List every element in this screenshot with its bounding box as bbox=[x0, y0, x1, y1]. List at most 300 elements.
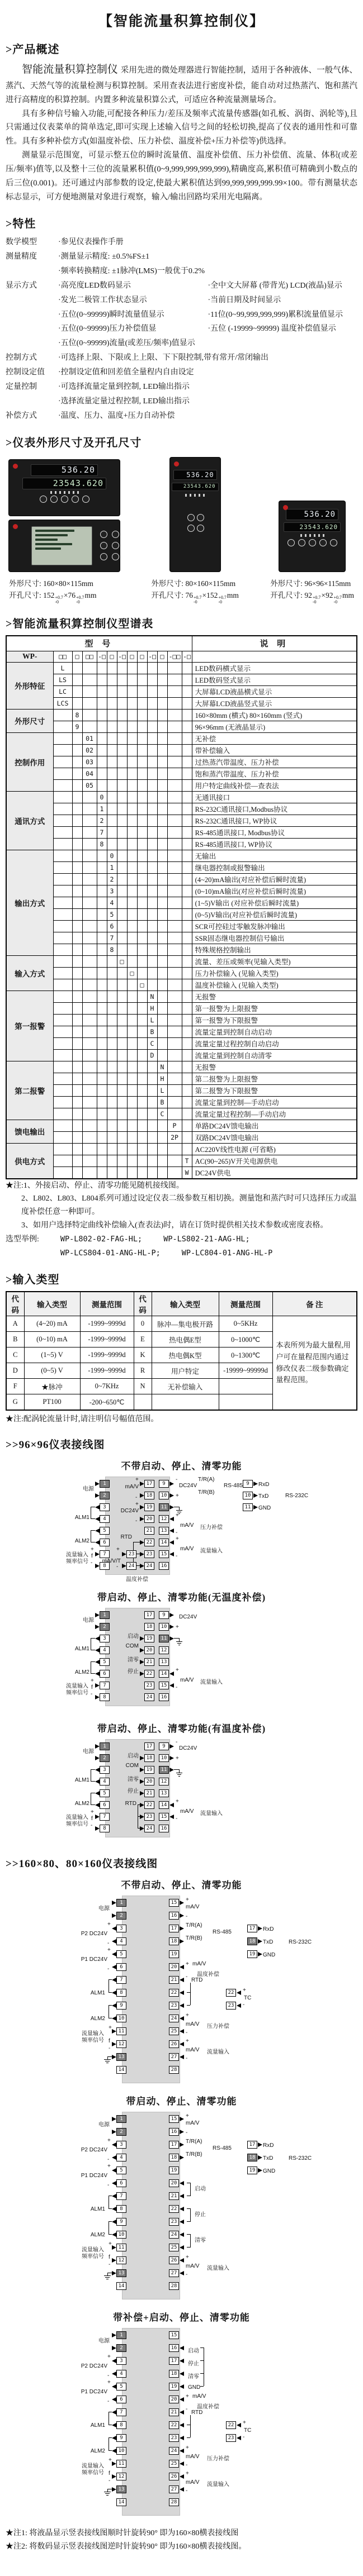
terminal: 14 bbox=[159, 1801, 169, 1809]
wire-line bbox=[200, 2373, 204, 2374]
model-code-cell bbox=[72, 1002, 82, 1014]
model-code-cell bbox=[82, 1049, 97, 1061]
description-cell: 用户特定曲线补偿—查表法 bbox=[192, 779, 357, 791]
terminal-arrow-icon bbox=[169, 1493, 174, 1498]
model-code-cell bbox=[157, 1014, 167, 1026]
terminal: 11 bbox=[243, 1503, 253, 1511]
wiring-diagram bbox=[6, 2310, 357, 2519]
terminal-arrow-icon bbox=[169, 1540, 174, 1545]
diagram-label: - bbox=[243, 2434, 245, 2440]
panel-button bbox=[197, 525, 204, 532]
model-code-cell bbox=[127, 885, 137, 897]
wire-line bbox=[190, 2234, 191, 2248]
input-table-cell: (0~10) mA bbox=[24, 1332, 80, 1347]
table-row bbox=[6, 967, 357, 979]
model-code-cell bbox=[97, 779, 107, 791]
diagram-label: 电源 bbox=[98, 2121, 110, 2128]
table-row bbox=[6, 826, 357, 838]
diagram-label: P2 DC24V bbox=[81, 2146, 107, 2153]
model-pattern-cell: □ bbox=[127, 651, 137, 662]
model-code-cell bbox=[82, 1014, 97, 1026]
description-cell: 流量定量到控制自动启动 bbox=[192, 1026, 357, 1037]
model-code-cell bbox=[72, 850, 82, 861]
model-code-cell bbox=[182, 662, 192, 674]
terminal: 2 bbox=[116, 2128, 126, 2136]
button-grid bbox=[187, 514, 203, 532]
input-table-cell bbox=[152, 1394, 219, 1411]
terminal: 16 bbox=[169, 2344, 179, 2352]
model-code-cell: 02 bbox=[82, 744, 97, 756]
model-code-cell bbox=[182, 897, 192, 908]
terminal-arrow-icon bbox=[112, 1901, 116, 1905]
example-line bbox=[6, 1232, 357, 1246]
model-code-cell bbox=[97, 1014, 107, 1026]
model-code-cell bbox=[82, 932, 97, 944]
instrument-photo-led-s bbox=[279, 501, 345, 572]
feature-term: 补偿方式 bbox=[6, 411, 37, 420]
feature-text: ·可选择上限、下限或上上限、下下限控制,带有常开/常闭输出 bbox=[58, 354, 269, 363]
terminal: 14 bbox=[116, 2066, 126, 2074]
feature-item bbox=[6, 250, 357, 279]
terminal-arrow-icon bbox=[95, 1744, 100, 1749]
model-code-cell bbox=[107, 1037, 117, 1049]
brand-logo-icon bbox=[283, 505, 288, 510]
terminal: 2 bbox=[100, 1754, 110, 1762]
diagram-label: + bbox=[186, 2393, 189, 2399]
terminal: 7 bbox=[116, 1976, 126, 1984]
model-code-cell bbox=[97, 732, 107, 744]
diagram-label: 频率信号 bbox=[82, 2037, 104, 2044]
input-table-cell: (4~20) mA bbox=[24, 1316, 80, 1332]
model-code-cell bbox=[107, 1073, 117, 1084]
model-code-cell bbox=[147, 685, 157, 697]
description-cell: 96×96mm (无液晶显示) bbox=[192, 721, 357, 732]
model-code-cell bbox=[97, 1166, 107, 1179]
model-prefix-row bbox=[6, 651, 357, 662]
model-code-cell bbox=[97, 697, 107, 709]
indicator-lights bbox=[50, 491, 79, 494]
model-code-cell bbox=[97, 744, 107, 756]
model-code-cell bbox=[167, 967, 182, 979]
terminal-arrow-icon bbox=[258, 1952, 262, 1956]
terminal: 11 bbox=[116, 2244, 126, 2251]
model-code-cell bbox=[53, 885, 72, 897]
model-code-cell bbox=[53, 1049, 72, 1061]
feature-line bbox=[58, 322, 357, 336]
model-code-cell bbox=[72, 932, 82, 944]
description-cell: 流量、差压或频率(见输入类型) bbox=[192, 955, 357, 967]
diagram-label: RTD bbox=[191, 1977, 203, 1983]
model-code-cell bbox=[97, 979, 107, 991]
description-cell: SSR固态继电器控制信号输出 bbox=[192, 932, 357, 944]
terminal-arrow-icon bbox=[180, 2461, 184, 2466]
terminal: 8 bbox=[116, 2421, 126, 2429]
table-row bbox=[6, 1037, 357, 1049]
example-model-code: WP-L802-02-FAG-HL; bbox=[60, 1234, 143, 1244]
diagram-label: DC24V bbox=[179, 1745, 197, 1751]
model-code-cell bbox=[72, 967, 82, 979]
model-code-cell bbox=[72, 1073, 82, 1084]
model-code-cell bbox=[53, 920, 72, 932]
terminal-arrow-icon bbox=[253, 1493, 258, 1498]
section-heading-overview: >产品概述 bbox=[6, 44, 60, 56]
model-code-cell bbox=[147, 721, 157, 732]
feature-line bbox=[58, 250, 357, 264]
wire-line bbox=[91, 1781, 95, 1782]
model-code-cell bbox=[137, 838, 147, 850]
terminal-arrow-icon bbox=[169, 1517, 174, 1521]
group-label-cell: 第一报警 bbox=[6, 991, 53, 1061]
feature-text: ·温度、压力、温度+压力自动补偿 bbox=[58, 411, 175, 420]
panel-button bbox=[197, 514, 204, 521]
indicator-light bbox=[68, 491, 70, 494]
table-row bbox=[6, 674, 357, 685]
model-code-cell bbox=[97, 662, 107, 674]
model-code-cell bbox=[182, 1108, 192, 1120]
terminal-arrow-icon bbox=[180, 2003, 184, 2008]
terminal: 19 bbox=[169, 2166, 179, 2174]
model-code-cell: □ bbox=[117, 955, 127, 967]
tolerance-value bbox=[218, 596, 227, 604]
model-code-cell bbox=[107, 662, 117, 674]
terminal-arrow-icon bbox=[180, 2359, 184, 2363]
terminal: 23 bbox=[226, 2002, 236, 2010]
terminal: 5 bbox=[100, 1658, 110, 1666]
model-code-cell bbox=[53, 1096, 72, 1108]
overview-paragraph: 具有多种信号输入功能,可配接各种压力/差压及频率式流量传感器(如孔板、涡街、涡轮等),且只需通过仪表菜单的简单选定,即可实现上述输入信号之间的轻松切换,提高了仪表的通用性和可靠性。具有多种补偿方式(如温度补偿、压力补偿、温度补偿+压力补偿等)供选择。 bbox=[6, 109, 357, 146]
model-code-cell bbox=[117, 674, 127, 685]
diagram-label: - bbox=[186, 2029, 188, 2036]
model-code-cell bbox=[127, 955, 137, 967]
model-code-cell bbox=[53, 1120, 72, 1131]
model-code-cell bbox=[97, 685, 107, 697]
wiring-subtitle: 带启动、停止、清零功能(无温度补偿) bbox=[97, 1592, 266, 1603]
model-code-cell bbox=[137, 1108, 147, 1120]
model-code-cell bbox=[147, 768, 157, 779]
model-code-cell bbox=[137, 768, 147, 779]
terminal: 6 bbox=[100, 1801, 110, 1809]
model-code-cell bbox=[127, 1073, 137, 1084]
model-code-cell bbox=[182, 979, 192, 991]
terminal-arrow-icon bbox=[180, 1913, 184, 1918]
wire-line bbox=[187, 2208, 190, 2209]
tolerance-upper: +0.7 bbox=[193, 594, 202, 600]
terminal-arrow-icon bbox=[112, 2130, 116, 2134]
terminal-arrow-icon bbox=[95, 1625, 100, 1629]
model-code-cell bbox=[182, 873, 192, 885]
terminal: 7 bbox=[116, 2192, 126, 2200]
model-code-cell bbox=[117, 721, 127, 732]
terminal: 5 bbox=[116, 2166, 126, 2174]
model-code-cell bbox=[107, 1143, 117, 1155]
model-code-cell bbox=[117, 756, 127, 768]
diagram-label: 流量输入 bbox=[82, 2246, 104, 2253]
terminal: 16 bbox=[159, 1562, 169, 1570]
model-code-cell bbox=[137, 756, 147, 768]
indicator-light bbox=[318, 534, 320, 537]
terminal: 8 bbox=[100, 1693, 110, 1701]
lcd-text-line bbox=[35, 534, 68, 536]
model-code-cell bbox=[157, 744, 167, 756]
model-code-cell bbox=[117, 697, 127, 709]
terminal: 23 bbox=[226, 2434, 236, 2442]
terminal-arrow-icon bbox=[180, 2384, 184, 2389]
model-code-cell: C bbox=[157, 1108, 167, 1120]
diagram-label: 流量输入 bbox=[82, 2463, 104, 2469]
diagram-label: 清零 bbox=[188, 2373, 199, 2380]
feature-item bbox=[6, 279, 357, 351]
diagram-label: 停止 bbox=[188, 2360, 199, 2367]
indicator-light bbox=[300, 534, 302, 537]
diagram-label: - bbox=[107, 1965, 110, 1972]
tolerance-lower: -0 bbox=[55, 599, 59, 604]
description-cell: 继电器控制或报警输出 bbox=[192, 861, 357, 873]
terminal-arrow-icon bbox=[112, 2016, 116, 2021]
terminal-arrow-icon bbox=[169, 1625, 174, 1629]
wire-line bbox=[104, 2059, 111, 2060]
model-code-cell bbox=[72, 803, 82, 815]
table-row bbox=[6, 1131, 357, 1143]
terminal-arrow-icon bbox=[95, 1756, 100, 1760]
model-code-cell bbox=[157, 721, 167, 732]
model-code-cell bbox=[182, 1073, 192, 1084]
description-cell: RS-485通讯接口, WP协议 bbox=[192, 838, 357, 850]
model-code-cell bbox=[157, 779, 167, 791]
model-code-cell bbox=[157, 944, 167, 955]
feature-term: 测量精度 bbox=[6, 253, 37, 261]
model-code-cell bbox=[127, 979, 137, 991]
diagram-label: + bbox=[91, 1546, 94, 1553]
model-code-cell: T bbox=[182, 1155, 192, 1166]
model-code-cell bbox=[72, 908, 82, 920]
model-code-cell bbox=[147, 826, 157, 838]
diagram-label: ALM2 bbox=[90, 2015, 105, 2022]
feature-text: ·参见仪表操作手册 bbox=[58, 238, 124, 247]
instrument-display: 23543.620 bbox=[172, 483, 219, 491]
diagram-label: + bbox=[107, 1946, 111, 1953]
model-code-cell bbox=[147, 697, 157, 709]
model-code-cell bbox=[72, 768, 82, 779]
diagram-label: - bbox=[135, 1494, 138, 1501]
diagram-label: 温度补偿 bbox=[126, 1576, 148, 1583]
model-code-cell bbox=[72, 732, 82, 744]
diagram-label: + bbox=[176, 1535, 179, 1542]
feature-line bbox=[58, 308, 357, 322]
terminal-arrow-icon bbox=[180, 2016, 184, 2021]
terminal-arrow-icon bbox=[95, 1660, 100, 1664]
terminal: 26 bbox=[169, 2473, 179, 2480]
diagram-label: mA/V bbox=[186, 2263, 200, 2269]
model-code-cell bbox=[117, 944, 127, 955]
diagram-label: mA/V/T bbox=[102, 1558, 121, 1564]
description-cell: 流量定量到控制自动清零 bbox=[192, 1049, 357, 1061]
model-code-cell bbox=[117, 908, 127, 920]
diagram-label: + bbox=[176, 1755, 179, 1761]
model-code-cell bbox=[117, 803, 127, 815]
diagram-label: ALM1 bbox=[74, 1645, 89, 1652]
table-row bbox=[6, 991, 357, 1002]
model-code-cell bbox=[157, 885, 167, 897]
feature-lines bbox=[58, 409, 357, 423]
model-code-cell bbox=[127, 897, 137, 908]
model-code-cell bbox=[107, 838, 117, 850]
group-label-cell: 供电方式 bbox=[6, 1143, 53, 1179]
model-code-cell bbox=[167, 1096, 182, 1108]
model-code-cell bbox=[157, 873, 167, 885]
terminal: 1 bbox=[116, 2115, 126, 2123]
terminal: 3 bbox=[100, 1635, 110, 1642]
terminal: 2 bbox=[100, 1623, 110, 1631]
panel-button bbox=[319, 539, 327, 546]
diagram-label: + bbox=[135, 1501, 139, 1507]
terminal-arrow-icon bbox=[140, 1517, 144, 1521]
model-code-cell bbox=[167, 991, 182, 1002]
table-row bbox=[6, 897, 357, 908]
terminal-arrow-icon bbox=[95, 1826, 100, 1831]
diagram-label: mA/V bbox=[180, 1545, 194, 1552]
input-table-cell: 热电偶K型 bbox=[152, 1347, 219, 1363]
terminal-arrow-icon bbox=[112, 2474, 116, 2479]
model-code-cell bbox=[72, 897, 82, 908]
model-code-cell bbox=[53, 850, 72, 861]
indicator-light bbox=[194, 494, 196, 497]
diagram-label: RS-232C bbox=[289, 1939, 312, 1945]
model-code-cell bbox=[97, 768, 107, 779]
terminal: 9 bbox=[159, 1480, 169, 1488]
terminal: 9 bbox=[116, 2002, 126, 2010]
feature-line bbox=[58, 264, 357, 279]
diagram-label: mA/V bbox=[192, 1960, 206, 1967]
diagram-label: + bbox=[186, 2012, 189, 2018]
model-code-cell bbox=[72, 1037, 82, 1049]
model-code-cell bbox=[147, 803, 157, 815]
terminal-arrow-icon bbox=[140, 1815, 144, 1819]
diagram-label: RS-485 bbox=[213, 2145, 232, 2151]
description-cell: RS-485通讯接口, Modbus协议 bbox=[192, 826, 357, 838]
panel-button bbox=[61, 496, 68, 503]
model-code-cell bbox=[107, 1026, 117, 1037]
model-code-cell bbox=[157, 803, 167, 815]
model-code-cell bbox=[72, 685, 82, 697]
input-table-cell: -1999~9999d bbox=[80, 1363, 134, 1379]
terminal-arrow-icon bbox=[140, 1552, 144, 1556]
terminal: 10 bbox=[159, 1754, 169, 1762]
diagram-label: ALM2 bbox=[90, 2231, 105, 2238]
model-code-cell bbox=[97, 920, 107, 932]
input-table-cell: -200~650℃ bbox=[80, 1394, 134, 1411]
diagram-label: RS-232C bbox=[289, 2155, 312, 2161]
input-table-cell: G bbox=[6, 1394, 24, 1411]
terminal: 26 bbox=[169, 2256, 179, 2264]
diagram-label: 流量输入 bbox=[207, 2049, 229, 2055]
input-types-table bbox=[6, 1291, 357, 1411]
terminal-arrow-icon bbox=[95, 1505, 100, 1510]
panel-button bbox=[298, 539, 305, 546]
diagram-label: + bbox=[107, 2163, 111, 2169]
terminal: 12 bbox=[159, 1646, 169, 1654]
indicator-light bbox=[305, 534, 307, 537]
model-code-cell bbox=[127, 861, 137, 873]
instrument-display: 23543.620 bbox=[284, 522, 341, 532]
model-code-cell bbox=[182, 838, 192, 850]
model-code-cell bbox=[157, 1037, 167, 1049]
terminal: 5 bbox=[100, 1789, 110, 1797]
model-code-cell bbox=[137, 885, 147, 897]
model-code-cell bbox=[107, 1120, 117, 1131]
model-note: ★注:1、外接启动、停止、清零功能见随机接线图。 bbox=[6, 1181, 184, 1190]
indicator-lights bbox=[185, 494, 205, 497]
model-code-cell bbox=[147, 850, 157, 861]
description-cell: 第一报警为上限报警 bbox=[192, 1002, 357, 1014]
model-code-cell bbox=[53, 1026, 72, 1037]
indicator-light bbox=[323, 534, 324, 537]
wire-line bbox=[187, 2234, 190, 2235]
terminal: 22 bbox=[226, 1989, 236, 1997]
model-code-cell bbox=[107, 955, 117, 967]
model-code-cell bbox=[137, 1155, 147, 1166]
terminal: 20 bbox=[169, 2179, 179, 2187]
diagram-label: ALM1 bbox=[74, 1514, 89, 1521]
diagram-label: 电源 bbox=[98, 2337, 110, 2344]
model-code-cell bbox=[147, 1166, 157, 1179]
terminal: 1 bbox=[100, 1742, 110, 1750]
diagram-label: + bbox=[186, 2444, 189, 2451]
diagram-label: RS-485 bbox=[224, 1482, 243, 1489]
table-row bbox=[6, 932, 357, 944]
diagram-label: 流量输入 bbox=[200, 1679, 223, 1685]
model-code-cell bbox=[182, 850, 192, 861]
model-code-cell bbox=[127, 850, 137, 861]
group-label-cell: 馈电输出 bbox=[6, 1120, 53, 1143]
model-code-cell bbox=[117, 991, 127, 1002]
model-code-cell bbox=[82, 908, 97, 920]
model-code-cell bbox=[182, 674, 192, 685]
model-code-cell bbox=[107, 1108, 117, 1120]
model-code-cell bbox=[97, 861, 107, 873]
model-code-cell: 8 bbox=[97, 838, 107, 850]
instrument-photo-lcd-h bbox=[9, 520, 120, 572]
terminal: 11 bbox=[159, 1635, 169, 1642]
model-code-cell bbox=[117, 732, 127, 744]
model-code-cell bbox=[97, 873, 107, 885]
terminal-arrow-icon bbox=[95, 1636, 100, 1641]
model-code-cell bbox=[72, 1096, 82, 1108]
diagram-label: T/R(B) bbox=[186, 1935, 202, 1941]
model-code-cell bbox=[107, 967, 117, 979]
terminal: 27 bbox=[169, 2485, 179, 2493]
model-code-cell bbox=[53, 967, 72, 979]
model-code-cell bbox=[167, 1166, 182, 1179]
model-code-cell bbox=[167, 861, 182, 873]
wire-line bbox=[174, 1638, 179, 1639]
terminal: 15 bbox=[159, 1682, 169, 1689]
example-model-code: WP-LS802-21-AAG-HL; bbox=[163, 1234, 250, 1244]
terminal-arrow-icon bbox=[112, 1978, 116, 1982]
model-code-cell bbox=[137, 803, 147, 815]
terminal-arrow-icon bbox=[95, 1564, 100, 1568]
terminal: 15 bbox=[169, 2115, 179, 2123]
terminal: 1 bbox=[116, 1899, 126, 1907]
model-code-cell bbox=[127, 756, 137, 768]
model-code-cell bbox=[53, 838, 72, 850]
input-column-header: 输入类型 bbox=[24, 1292, 80, 1316]
indicator-light bbox=[59, 491, 61, 494]
model-code-cell bbox=[127, 1014, 137, 1026]
diagram-label: ALM1 bbox=[90, 1989, 105, 1996]
model-code-cell bbox=[137, 897, 147, 908]
diagram-label: - bbox=[109, 2261, 111, 2268]
table-row bbox=[6, 1155, 357, 1166]
